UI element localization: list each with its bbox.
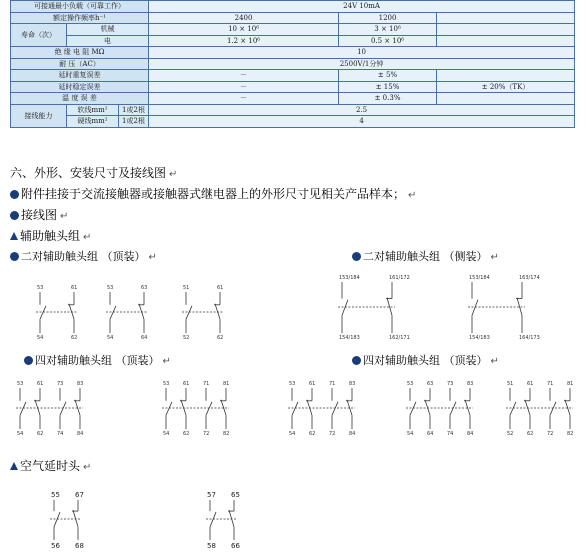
no-contact-blade: [450, 402, 456, 415]
row-value: 4: [149, 116, 575, 128]
row-value: －: [149, 93, 339, 105]
bullet-line: [10, 186, 416, 204]
contact-diagram: [104, 282, 150, 342]
terminal-label: 54: [407, 431, 414, 437]
row-sub-label: 软线mm²: [67, 104, 119, 116]
no-contact-blade: [410, 402, 416, 415]
terminal-label: 84: [467, 431, 474, 437]
no-contact-blade: [206, 402, 212, 415]
row-value: 2500V/1分钟: [149, 58, 575, 70]
row-value: 1200: [339, 12, 437, 24]
terminal-label: 83: [467, 381, 474, 387]
row-value: 1.2 × 10⁶: [149, 35, 339, 47]
terminal-label: 82: [223, 431, 230, 437]
terminal-label: 153/184: [339, 275, 360, 281]
nc-contact-blade: [69, 304, 74, 319]
nc-contact-blade: [181, 400, 186, 415]
terminal-label: 62: [217, 335, 224, 341]
heading-text: 二对辅助触头组 （顶装）: [21, 250, 146, 263]
section-title-text: 六、外形、安装尺寸及接线图: [10, 166, 167, 180]
triangle-bullet-icon: [10, 462, 18, 470]
terminal-label: 154/183: [339, 335, 360, 341]
triangle-line: [10, 458, 91, 476]
terminal-label: 55: [51, 491, 60, 499]
terminal-label: 73: [447, 381, 454, 387]
heading-text: 四对辅助触头组 （顶装）: [363, 354, 488, 367]
table-row: [11, 35, 575, 47]
row-value-empty: [437, 70, 575, 82]
terminal-label: 71: [547, 381, 554, 387]
row-value-empty: [437, 24, 575, 36]
row-label: 温 度 误 差: [11, 93, 149, 105]
row-value: －: [149, 70, 339, 82]
bullet-line: [10, 207, 68, 225]
row-sub-label: 电: [67, 35, 149, 47]
terminal-label: 73: [57, 381, 64, 387]
terminal-label: 72: [203, 431, 210, 437]
terminal-label: 53: [107, 285, 114, 291]
terminal-label: 153/184: [469, 275, 490, 281]
terminal-label: 61: [309, 381, 316, 387]
nc-contact-blade: [525, 400, 530, 415]
terminal-label: 53: [407, 381, 414, 387]
heading-text: 四对辅助触头组 （顶装）: [35, 354, 160, 367]
paragraph-mark-icon: ↵: [83, 232, 92, 243]
contact-diagram: [466, 272, 540, 342]
terminal-label: 65: [231, 491, 240, 499]
row-qty: 1或2根: [119, 116, 149, 128]
bullet-dot-icon: [10, 252, 19, 261]
terminal-label: 54: [107, 335, 114, 341]
terminal-label: 61: [71, 285, 78, 291]
terminal-label: 52: [183, 335, 190, 341]
nc-contact-blade: [347, 400, 352, 415]
terminal-label: 62: [71, 335, 78, 341]
table-row: [11, 12, 575, 24]
nc-contact-blade: [229, 510, 234, 527]
paragraph-mark-icon: ↵: [490, 252, 499, 263]
terminal-label: 51: [507, 381, 514, 387]
terminal-label: 68: [75, 542, 84, 550]
terminal-label: 54: [17, 431, 24, 437]
row-value: 24V 10mA: [149, 1, 575, 13]
paragraph-mark-icon: ↵: [490, 356, 499, 367]
nc-contact-blade: [425, 400, 430, 415]
contact-diagram: [160, 378, 232, 438]
nc-contact-blade: [75, 400, 80, 415]
bullet-text: 接线图: [21, 208, 58, 222]
nc-contact-blade: [565, 400, 570, 415]
paragraph-mark-icon: ↵: [83, 462, 92, 473]
heading-text: 二对辅助触头组 （侧装）: [363, 250, 488, 263]
terminal-label: 52: [507, 431, 514, 437]
row-value: 10 × 10⁶: [149, 24, 339, 36]
row-value: 2.5: [149, 104, 575, 116]
triangle-text: 辅助触头组: [20, 229, 81, 243]
no-contact-blade: [54, 512, 60, 527]
terminal-label: 53: [37, 285, 44, 291]
terminal-label: 62: [37, 431, 44, 437]
bullet-text: 附件挂接于交流接触器或接触器式继电器上的外形尺寸见相关产品样本；: [21, 187, 406, 201]
terminal-label: 54: [37, 335, 44, 341]
terminal-label: 67: [75, 491, 84, 499]
row-value: 10: [149, 47, 575, 59]
row-value: ± 0.3%: [339, 93, 437, 105]
terminal-label: 53: [289, 381, 296, 387]
row-label: 绝 缘 电 阻 MΩ: [11, 47, 149, 59]
terminal-label: 72: [547, 431, 554, 437]
terminal-label: 57: [207, 491, 216, 499]
row-label: 耐 压（AC）: [11, 58, 149, 70]
terminal-label: 54: [163, 431, 170, 437]
terminal-label: 71: [203, 381, 210, 387]
contact-diagram: [180, 282, 226, 342]
contact-diagram: [286, 378, 358, 438]
table-row: [11, 93, 575, 105]
paragraph-mark-icon: ↵: [408, 190, 417, 201]
row-value-empty: [437, 93, 575, 105]
terminal-label: 66: [231, 542, 240, 550]
terminal-label: 62: [183, 431, 190, 437]
terminal-label: 84: [349, 431, 356, 437]
terminal-label: 161/172: [389, 275, 410, 281]
no-contact-blade: [60, 402, 66, 415]
nc-contact-blade: [139, 304, 144, 319]
contact-diagram: [504, 378, 576, 438]
terminal-label: 83: [349, 381, 356, 387]
nc-contact-blade: [35, 400, 40, 415]
bullet-dot-icon: [10, 211, 19, 220]
terminal-label: 64: [427, 431, 434, 437]
section-title: [10, 165, 177, 183]
triangle-line: [10, 228, 91, 246]
bullet-dot-icon: [352, 252, 361, 261]
terminal-label: 53: [17, 381, 24, 387]
row-value-empty: [437, 12, 575, 24]
spec-table: [10, 0, 574, 128]
row-sub-label: 机械: [67, 24, 149, 36]
no-contact-blade: [472, 300, 478, 316]
row-value: 2400: [149, 12, 339, 24]
terminal-label: 54: [289, 431, 296, 437]
table-row: [11, 116, 575, 128]
no-contact-blade: [40, 306, 46, 319]
terminal-label: 154/183: [469, 335, 490, 341]
no-contact-blade: [166, 402, 172, 415]
terminal-label: 63: [141, 285, 148, 291]
row-value: 0.5 × 10⁶: [339, 35, 437, 47]
terminal-label: 164/173: [519, 335, 540, 341]
contact-diagram: [204, 486, 240, 552]
contact-diagram: [14, 378, 86, 438]
row-value-empty: [437, 35, 575, 47]
terminal-label: 58: [207, 542, 216, 550]
bullet-dot-icon: [352, 356, 361, 365]
no-contact-blade: [210, 512, 216, 527]
row-label: 延时稳定误差: [11, 81, 149, 93]
nc-contact-blade: [517, 298, 522, 316]
terminal-label: 163/174: [519, 275, 540, 281]
contact-diagram: [48, 486, 84, 552]
row-label: 额定操作频率h⁻¹: [11, 12, 149, 24]
row-value: －: [149, 81, 339, 93]
row-label: 延时重复误差: [11, 70, 149, 82]
heading-two-side: [352, 250, 499, 265]
terminal-label: 82: [567, 431, 574, 437]
no-contact-blade: [20, 402, 26, 415]
terminal-label: 162/171: [389, 335, 410, 341]
bullet-dot-icon: [10, 190, 19, 199]
bullet-dot-icon: [24, 356, 33, 365]
terminal-label: 62: [309, 431, 316, 437]
terminal-label: 51: [183, 285, 190, 291]
terminal-label: 53: [163, 381, 170, 387]
terminal-label: 72: [329, 431, 336, 437]
no-contact-blade: [292, 402, 298, 415]
row-value: ± 20%（TK）: [437, 81, 575, 93]
terminal-label: 71: [329, 381, 336, 387]
table-row: [11, 104, 575, 116]
terminal-label: 61: [217, 285, 224, 291]
no-contact-blade: [342, 300, 348, 316]
triangle-text: 空气延时头: [20, 459, 81, 473]
row-sub-label: 硬线mm²: [67, 116, 119, 128]
no-contact-blade: [550, 402, 556, 415]
no-contact-blade: [110, 306, 116, 319]
contact-diagram: [34, 282, 80, 342]
no-contact-blade: [186, 306, 192, 319]
terminal-label: 81: [223, 381, 230, 387]
table-row: [11, 81, 575, 93]
row-value: ± 5%: [339, 70, 437, 82]
terminal-label: 56: [51, 542, 60, 550]
heading-two-top: [10, 250, 157, 265]
row-value: 3 × 10⁶: [339, 24, 437, 36]
heading-four-top-b: [352, 354, 499, 369]
triangle-bullet-icon: [10, 232, 18, 240]
terminal-label: 64: [141, 335, 148, 341]
terminal-label: 63: [427, 381, 434, 387]
terminal-label: 61: [527, 381, 534, 387]
no-contact-blade: [332, 402, 338, 415]
row-value: ± 15%: [339, 81, 437, 93]
nc-contact-blade: [307, 400, 312, 415]
nc-contact-blade: [215, 304, 220, 319]
terminal-label: 83: [77, 381, 84, 387]
row-group-label: 寿命（次）: [11, 24, 67, 47]
nc-contact-blade: [73, 510, 78, 527]
row-label: 可接通最小负载（可靠工作）: [11, 1, 149, 13]
nc-contact-blade: [465, 400, 470, 415]
terminal-label: 84: [77, 431, 84, 437]
terminal-label: 61: [37, 381, 44, 387]
row-qty: 1或2根: [119, 104, 149, 116]
terminal-label: 74: [447, 431, 454, 437]
row-group-label: 接线能力: [11, 104, 67, 127]
paragraph-mark-icon: ↵: [60, 211, 69, 222]
terminal-label: 61: [183, 381, 190, 387]
no-contact-blade: [510, 402, 516, 415]
terminal-label: 62: [527, 431, 534, 437]
nc-contact-blade: [221, 400, 226, 415]
nc-contact-blade: [387, 298, 392, 316]
contact-diagram: [336, 272, 410, 342]
contact-diagram: [404, 378, 476, 438]
table-row: [11, 24, 575, 36]
paragraph-mark-icon: ↵: [148, 252, 157, 263]
heading-four-top-a: [24, 354, 171, 369]
terminal-label: 81: [567, 381, 574, 387]
table-row: [11, 70, 575, 82]
table-row: [11, 58, 575, 70]
paragraph-mark-icon: ↵: [169, 169, 178, 180]
paragraph-mark-icon: ↵: [162, 356, 171, 367]
table-row: [11, 1, 575, 13]
table-row: [11, 47, 575, 59]
terminal-label: 74: [57, 431, 64, 437]
